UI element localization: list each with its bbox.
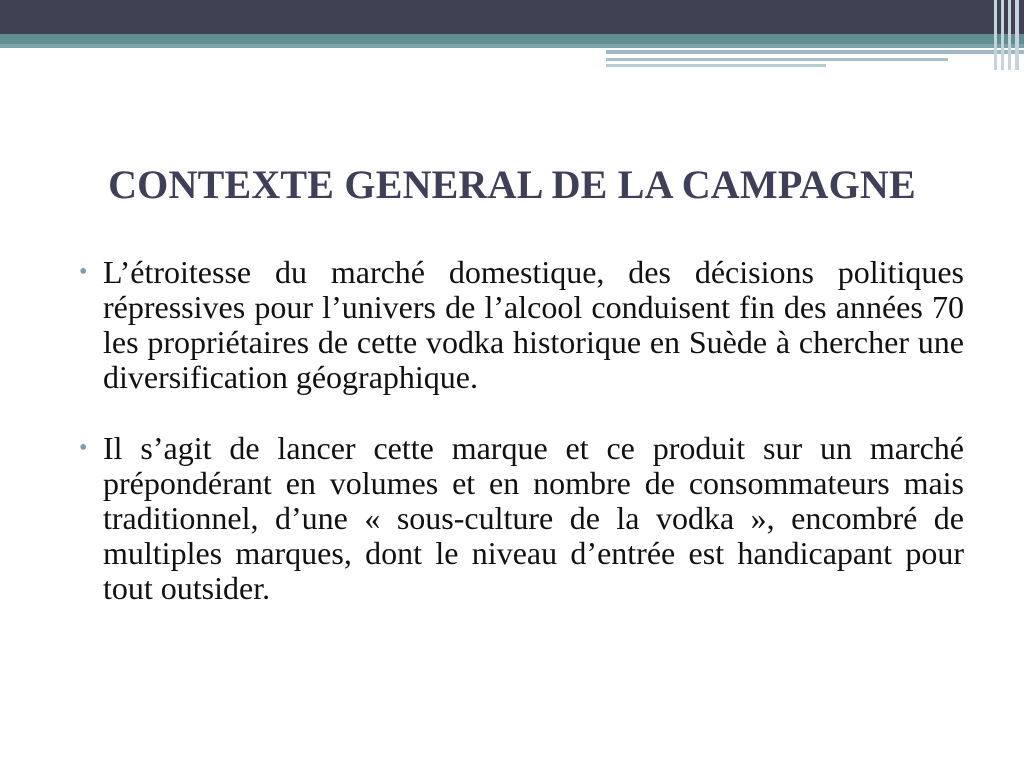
decorative-stripe [1001,0,1004,70]
decorative-stripe [994,0,997,70]
decorative-stripes [990,0,1024,70]
decorative-lines [606,48,1024,70]
bullet-item [78,431,964,606]
decorative-line [606,50,1024,54]
decorative-stripe [1008,0,1011,70]
bullet-item [78,255,964,395]
bullet-icon: • [79,259,88,285]
slide-title: CONTEXTE GENERAL DE LA CAMPAGNE [108,162,916,207]
decorative-line [606,58,948,61]
bullet-list [78,255,964,642]
header-dark-band [0,0,1024,34]
decorative-line [606,64,826,67]
bullet-text: L’étroitesse du marché domestique, des décisions politiques répressives pour l’univers de l’alcool conduisent fin des années 70 les propriétaires de cette vodka historique en Suède à chercher une diversification géographique. [103,254,964,395]
bullet-icon: • [79,435,88,461]
bullet-text: Il s’agit de lancer cette marque et ce produit sur un marché prépondérant en volumes et en nombre de consommateurs mais traditionnel, d’une « sous-culture de la vodka », encombré de multiples marques, dont le niveau d’entrée est handicapant pour tout outsider. [103,430,964,606]
decorative-stripe [1015,0,1019,70]
